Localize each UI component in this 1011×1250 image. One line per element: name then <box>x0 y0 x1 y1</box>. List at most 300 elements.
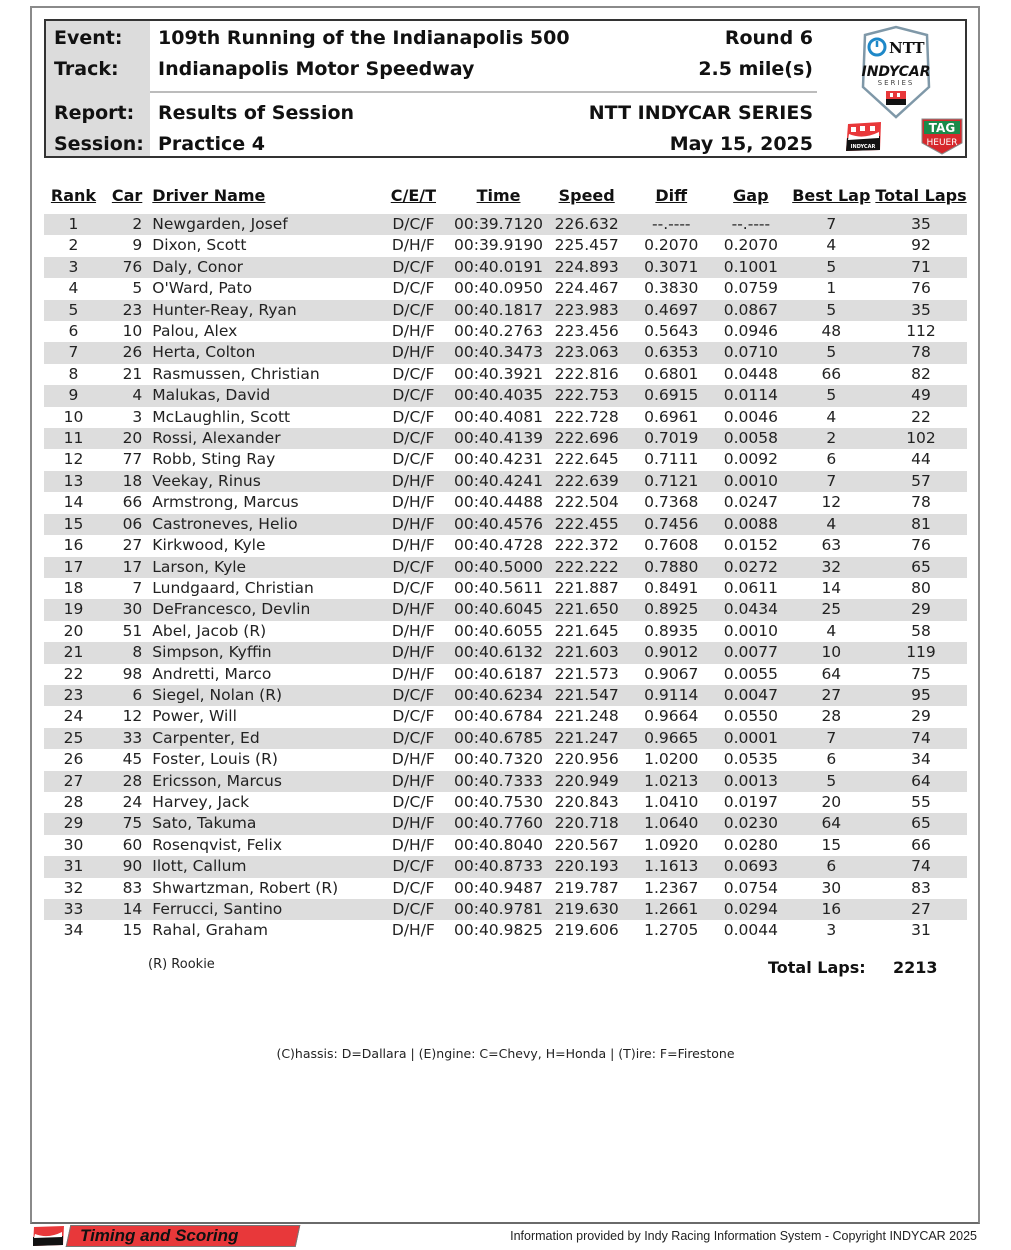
cell-driver-name: O'Ward, Pato <box>152 279 253 298</box>
cell-total-laps: 102 <box>875 428 967 449</box>
cell-car-number: 45 <box>122 750 143 769</box>
col-header-driver: Driver Name <box>152 186 266 205</box>
cell-car-number: 10 <box>122 322 143 341</box>
table-row <box>44 578 967 599</box>
cell-driver-name: Veekay, Rinus <box>147 471 374 492</box>
cell-best-lap: 6 <box>826 750 837 769</box>
table-row <box>44 706 967 727</box>
cell-gap: 0.0010 <box>714 471 788 492</box>
cell-rank: 24 <box>63 707 84 726</box>
cell-diff: --.---- <box>628 214 714 235</box>
report-name: Results of Session <box>158 102 355 124</box>
col-header-car: Car <box>111 186 143 205</box>
total-laps-value: 2213 <box>893 958 938 977</box>
cell-car-number: 15 <box>122 921 143 940</box>
table-row <box>44 599 967 620</box>
cell-total-laps: 71 <box>875 257 967 278</box>
total-laps-label: Total Laps: <box>768 958 866 977</box>
cet-legend: (C)hassis: D=Dallara | (E)ngine: C=Chevy, H=Honda | (T)ire: F=Firestone <box>276 1046 735 1061</box>
cell-diff: 0.6915 <box>628 385 714 406</box>
cell-rank: 10 <box>63 407 84 426</box>
cell-gap: 0.0759 <box>723 279 778 298</box>
cell-rank: 21 <box>44 642 103 663</box>
cell-speed: 221.573 <box>554 664 619 683</box>
cell-car-number: 06 <box>103 514 147 535</box>
cell-diff: 1.0213 <box>628 771 714 792</box>
cell-best-lap: 7 <box>788 728 875 749</box>
cell-best-lap: 5 <box>788 771 875 792</box>
cell-time: 00:40.6234 <box>452 685 545 706</box>
cell-rank: 4 <box>68 279 79 298</box>
cell-total-laps: 35 <box>875 300 967 321</box>
cell-rank: 20 <box>63 621 84 640</box>
cell-car-number: 3 <box>132 407 143 426</box>
cell-car-number: 90 <box>103 856 147 877</box>
cell-gap: 0.0047 <box>714 685 788 706</box>
cell-speed: 219.787 <box>554 878 619 897</box>
cell-best-lap: 3 <box>826 921 837 940</box>
cell-cet: D/H/F <box>391 835 435 854</box>
cell-car-number: 60 <box>122 835 143 854</box>
cell-time: 00:40.7320 <box>454 750 544 769</box>
cell-best-lap: 32 <box>788 557 875 578</box>
table-row <box>44 771 967 792</box>
cell-best-lap: 4 <box>826 621 837 640</box>
table-row <box>44 920 967 941</box>
cell-time: 00:40.4728 <box>454 536 544 555</box>
session-name: Practice 4 <box>158 133 265 155</box>
cell-speed: 220.567 <box>554 835 619 854</box>
tag-heuer-logo <box>920 117 964 155</box>
cell-rank: 13 <box>44 471 103 492</box>
cell-best-lap: 5 <box>788 257 875 278</box>
cell-best-lap: 28 <box>821 707 842 726</box>
cell-time: 00:40.6187 <box>454 664 544 683</box>
cell-car-number: 21 <box>122 364 143 383</box>
cell-rank: 25 <box>44 728 103 749</box>
cell-best-lap: 5 <box>788 385 875 406</box>
cell-driver-name: Harvey, Jack <box>152 792 250 811</box>
cell-gap: 0.0294 <box>714 899 788 920</box>
cell-gap: 0.0611 <box>723 578 778 597</box>
cell-driver-name: Power, Will <box>152 707 237 726</box>
cell-total-laps: 44 <box>911 450 931 469</box>
table-row <box>44 364 967 385</box>
cell-time: 00:40.4139 <box>452 428 545 449</box>
cell-speed: 221.650 <box>545 599 629 620</box>
track-label: Track: <box>54 58 119 80</box>
cell-rank: 7 <box>44 342 103 363</box>
cell-gap: 0.0230 <box>714 813 788 834</box>
cell-speed: 220.193 <box>545 856 629 877</box>
cell-total-laps: 74 <box>875 728 967 749</box>
cell-gap: 0.0114 <box>714 385 788 406</box>
header-divider <box>150 91 817 93</box>
cell-best-lap: 66 <box>821 364 842 383</box>
cell-speed: 223.983 <box>545 300 629 321</box>
table-header-row <box>44 186 967 214</box>
cell-gap: 0.0754 <box>723 878 778 897</box>
cell-cet: D/C/F <box>392 578 435 597</box>
cell-gap: 0.0001 <box>714 728 788 749</box>
cell-gap: 0.0280 <box>723 835 778 854</box>
cell-driver-name: Robb, Sting Ray <box>152 450 276 469</box>
cell-gap: 0.0055 <box>723 664 778 683</box>
col-header-gap: Gap <box>733 186 769 205</box>
heuer-text: HEUER <box>926 138 958 148</box>
cell-time: 00:40.6045 <box>452 599 545 620</box>
cell-cet: D/C/F <box>375 557 453 578</box>
cell-rank: 3 <box>44 257 103 278</box>
col-header-total-laps: Total Laps <box>875 186 967 205</box>
cell-speed: 222.455 <box>545 514 629 535</box>
col-header-rank: Rank <box>50 186 97 205</box>
table-row <box>44 278 967 299</box>
cell-gap: 0.0046 <box>723 407 778 426</box>
cell-driver-name: Lundgaard, Christian <box>152 578 314 597</box>
cell-diff: 0.4697 <box>628 300 714 321</box>
cell-cet: D/C/F <box>392 364 435 383</box>
cell-time: 00:40.8040 <box>454 835 544 854</box>
cell-driver-name: Shwartzman, Robert (R) <box>152 878 339 897</box>
cell-speed: 220.718 <box>545 813 629 834</box>
cell-car-number: 75 <box>103 813 147 834</box>
cell-cet: D/C/F <box>375 214 453 235</box>
col-header-diff: Diff <box>655 186 688 205</box>
cell-rank: 19 <box>44 599 103 620</box>
table-row <box>44 321 967 342</box>
cell-time: 00:40.0191 <box>452 257 545 278</box>
cell-rank: 6 <box>68 322 79 341</box>
cell-cet: D/H/F <box>391 322 435 341</box>
cell-gap: 0.0946 <box>723 322 778 341</box>
cell-speed: 221.603 <box>545 642 629 663</box>
cell-car-number: 28 <box>103 771 147 792</box>
cell-total-laps: 112 <box>906 322 936 341</box>
cell-total-laps: 58 <box>911 621 931 640</box>
cell-best-lap: 63 <box>821 536 842 555</box>
cell-car-number: 76 <box>103 257 147 278</box>
table-row <box>44 621 967 642</box>
cell-total-laps: 57 <box>875 471 967 492</box>
cell-driver-name: Kirkwood, Kyle <box>152 536 266 555</box>
table-row <box>44 535 967 556</box>
cell-car-number: 66 <box>122 493 143 512</box>
cell-cet: D/H/F <box>391 236 435 255</box>
cell-time: 00:40.6784 <box>454 707 544 726</box>
cell-diff: 0.6801 <box>644 364 699 383</box>
cell-gap: 0.0044 <box>723 921 778 940</box>
cell-speed: 221.887 <box>554 578 619 597</box>
table-row <box>44 300 967 321</box>
cell-total-laps: 92 <box>911 236 931 255</box>
cell-gap: 0.0152 <box>723 536 778 555</box>
cell-speed: 224.467 <box>554 279 619 298</box>
cell-driver-name: Ericsson, Marcus <box>147 771 374 792</box>
indycar-text: INDYCAR <box>861 64 931 80</box>
cell-total-laps: 64 <box>875 771 967 792</box>
cell-driver-name: Foster, Louis (R) <box>152 750 278 769</box>
cell-time: 00:40.5611 <box>454 578 544 597</box>
cell-diff: 0.7456 <box>628 514 714 535</box>
cell-time: 00:40.8733 <box>452 856 545 877</box>
cell-best-lap: 6 <box>826 450 837 469</box>
cell-driver-name: Newgarden, Josef <box>147 214 374 235</box>
indycar-small-text: INDYCAR <box>850 144 876 150</box>
cell-rank: 12 <box>63 450 84 469</box>
cell-total-laps: 74 <box>875 856 967 877</box>
cell-total-laps: 22 <box>911 407 931 426</box>
table-row <box>44 257 967 278</box>
cell-speed: 221.645 <box>554 621 619 640</box>
cell-diff: 1.1613 <box>628 856 714 877</box>
cell-diff: 0.9664 <box>644 707 699 726</box>
track-name: Indianapolis Motor Speedway <box>158 58 475 80</box>
cell-rank: 2 <box>68 236 79 255</box>
cell-car-number: 7 <box>132 578 143 597</box>
cell-best-lap: 14 <box>821 578 842 597</box>
cell-cet: D/C/F <box>392 279 435 298</box>
cell-rank: 9 <box>44 385 103 406</box>
table-row <box>44 749 967 770</box>
cell-rank: 16 <box>63 536 84 555</box>
cell-time: 00:40.9487 <box>454 878 544 897</box>
cell-cet: D/C/F <box>392 450 435 469</box>
round-number: Round 6 <box>724 27 813 49</box>
cell-gap: 0.2070 <box>723 236 778 255</box>
cell-car-number: 20 <box>103 428 147 449</box>
cell-car-number: 5 <box>132 279 143 298</box>
cell-gap: 0.0272 <box>714 557 788 578</box>
cell-driver-name: Abel, Jacob (R) <box>152 621 267 640</box>
cell-driver-name: Daly, Conor <box>147 257 374 278</box>
cell-diff: 0.7880 <box>628 557 714 578</box>
cell-rank: 31 <box>44 856 103 877</box>
cell-time: 00:40.4488 <box>454 493 544 512</box>
cell-cet: D/C/F <box>375 899 453 920</box>
cell-time: 00:40.6055 <box>454 621 544 640</box>
cell-cet: D/H/F <box>375 514 453 535</box>
cell-driver-name: Castroneves, Helio <box>147 514 374 535</box>
cell-diff: 1.2705 <box>644 921 699 940</box>
cell-driver-name: Simpson, Kyffin <box>147 642 374 663</box>
cell-total-laps: 75 <box>911 664 931 683</box>
cell-gap: 0.0088 <box>714 514 788 535</box>
series-text: SERIES <box>877 79 915 87</box>
cell-time: 00:40.2763 <box>454 322 544 341</box>
cell-time: 00:40.4576 <box>452 514 545 535</box>
col-header-speed: Speed <box>558 186 615 205</box>
cell-total-laps: 27 <box>875 899 967 920</box>
cell-rank: 32 <box>63 878 84 897</box>
cell-rank: 17 <box>44 557 103 578</box>
cell-rank: 23 <box>44 685 103 706</box>
cell-diff: 0.9114 <box>628 685 714 706</box>
table-row <box>44 792 967 813</box>
cell-best-lap: 48 <box>821 322 842 341</box>
cell-speed: 225.457 <box>554 236 619 255</box>
cell-gap: 0.0434 <box>714 599 788 620</box>
cell-time: 00:40.4035 <box>452 385 545 406</box>
cell-cet: D/H/F <box>391 536 435 555</box>
cell-speed: 222.639 <box>545 471 629 492</box>
table-row <box>44 835 967 856</box>
cell-car-number: 33 <box>103 728 147 749</box>
cell-driver-name: Larson, Kyle <box>147 557 374 578</box>
cell-speed: 219.630 <box>545 899 629 920</box>
cell-rank: 33 <box>44 899 103 920</box>
cell-time: 00:40.4241 <box>452 471 545 492</box>
table-row <box>44 514 967 535</box>
timing-and-scoring-logo <box>32 1225 297 1247</box>
cell-rank: 15 <box>44 514 103 535</box>
cell-driver-name: Sato, Takuma <box>147 813 374 834</box>
table-row <box>44 813 967 834</box>
table-row <box>44 407 967 428</box>
cell-total-laps: 65 <box>875 557 967 578</box>
cell-best-lap: 16 <box>788 899 875 920</box>
cell-car-number: 30 <box>103 599 147 620</box>
cell-rank: 1 <box>44 214 103 235</box>
cell-driver-name: DeFrancesco, Devlin <box>147 599 374 620</box>
cell-total-laps: 82 <box>911 364 931 383</box>
cell-diff: 0.3830 <box>644 279 699 298</box>
cell-best-lap: 4 <box>826 407 837 426</box>
cell-gap: 0.1001 <box>714 257 788 278</box>
ntt-indycar-series-logo <box>857 25 935 120</box>
cell-diff: 1.0410 <box>644 792 699 811</box>
col-header-time: Time <box>476 186 521 205</box>
cell-total-laps: 35 <box>875 214 967 235</box>
table-row <box>44 685 967 706</box>
tag-text: TAG <box>928 121 956 135</box>
table-row <box>44 428 967 449</box>
cell-best-lap: 20 <box>821 792 842 811</box>
cell-best-lap: 12 <box>821 493 842 512</box>
col-header-best-lap: Best Lap <box>792 186 871 205</box>
cell-car-number: 83 <box>122 878 143 897</box>
cell-time: 00:40.5000 <box>452 557 545 578</box>
table-row <box>44 856 967 877</box>
cell-diff: 0.2070 <box>644 236 699 255</box>
cell-diff: 0.6353 <box>628 342 714 363</box>
cell-total-laps: 55 <box>911 792 931 811</box>
cell-rank: 18 <box>63 578 84 597</box>
cell-cet: D/C/F <box>375 385 453 406</box>
cell-driver-name: Rossi, Alexander <box>147 428 374 449</box>
cell-best-lap: 27 <box>788 685 875 706</box>
cell-speed: 222.645 <box>554 450 619 469</box>
cell-total-laps: 29 <box>911 707 931 726</box>
table-row <box>44 642 967 663</box>
cell-driver-name: Herta, Colton <box>147 342 374 363</box>
cell-speed: 222.816 <box>554 364 619 383</box>
table-row <box>44 878 967 899</box>
cell-speed: 222.696 <box>545 428 629 449</box>
cell-driver-name: McLaughlin, Scott <box>152 407 291 426</box>
cell-gap: --.---- <box>714 214 788 235</box>
cell-cet: D/H/F <box>375 771 453 792</box>
cell-total-laps: 119 <box>875 642 967 663</box>
cell-diff: 1.0920 <box>644 835 699 854</box>
cell-diff: 1.0640 <box>628 813 714 834</box>
cell-speed: 222.753 <box>545 385 629 406</box>
cell-cet: D/H/F <box>375 813 453 834</box>
cell-rank: 28 <box>63 792 84 811</box>
table-row <box>44 235 967 256</box>
cell-cet: D/H/F <box>391 750 435 769</box>
cell-best-lap: 6 <box>788 856 875 877</box>
cell-diff: 0.3071 <box>628 257 714 278</box>
cell-diff: 0.7368 <box>644 493 699 512</box>
cell-time: 00:40.7333 <box>452 771 545 792</box>
cell-diff: 0.8935 <box>644 621 699 640</box>
cell-speed: 221.248 <box>554 707 619 726</box>
cell-diff: 0.7111 <box>644 450 699 469</box>
cell-cet: D/H/F <box>375 599 453 620</box>
cell-time: 00:39.9190 <box>454 236 544 255</box>
cell-total-laps: 83 <box>911 878 931 897</box>
cell-total-laps: 81 <box>875 514 967 535</box>
cell-car-number: 17 <box>103 557 147 578</box>
cell-gap: 0.0693 <box>714 856 788 877</box>
table-row <box>44 449 967 470</box>
table-row <box>44 899 967 920</box>
table-row <box>44 557 967 578</box>
cell-speed: 221.247 <box>545 728 629 749</box>
cell-time: 00:39.7120 <box>452 214 545 235</box>
cell-diff: 0.7121 <box>628 471 714 492</box>
rookie-note: (R) Rookie <box>148 957 215 972</box>
cell-gap: 0.0247 <box>723 493 778 512</box>
cell-total-laps: 65 <box>875 813 967 834</box>
track-length: 2.5 mile(s) <box>698 58 813 80</box>
cell-car-number: 6 <box>103 685 147 706</box>
cell-time: 00:40.3921 <box>454 364 544 383</box>
cell-cet: D/C/F <box>375 300 453 321</box>
cell-cet: D/C/F <box>375 685 453 706</box>
cell-driver-name: Ilott, Callum <box>147 856 374 877</box>
cell-diff: 0.7019 <box>628 428 714 449</box>
cell-best-lap: 64 <box>821 664 842 683</box>
cell-driver-name: Malukas, David <box>147 385 374 406</box>
cell-time: 00:40.1817 <box>452 300 545 321</box>
cell-speed: 223.456 <box>554 322 619 341</box>
cell-total-laps: 78 <box>911 493 931 512</box>
timing-and-scoring-text: Timing and Scoring <box>80 1226 239 1245</box>
cell-car-number: 18 <box>103 471 147 492</box>
cell-car-number: 26 <box>103 342 147 363</box>
cell-gap: 0.0058 <box>714 428 788 449</box>
cell-diff: 0.5643 <box>644 322 699 341</box>
ntt-text: NTT <box>889 39 925 57</box>
cell-diff: 1.2367 <box>644 878 699 897</box>
series-name: NTT INDYCAR SERIES <box>588 102 813 124</box>
cell-speed: 221.547 <box>545 685 629 706</box>
cell-cet: D/H/F <box>391 493 435 512</box>
cell-rank: 26 <box>63 750 84 769</box>
cell-gap: 0.0710 <box>714 342 788 363</box>
cell-gap: 0.0448 <box>723 364 778 383</box>
cell-total-laps: 76 <box>911 279 931 298</box>
cell-total-laps: 31 <box>911 921 931 940</box>
cell-driver-name: Rasmussen, Christian <box>152 364 320 383</box>
cell-cet: D/H/F <box>391 664 435 683</box>
table-row <box>44 471 967 492</box>
cell-car-number: 9 <box>132 236 143 255</box>
cell-rank: 22 <box>63 664 84 683</box>
table-row <box>44 214 967 235</box>
